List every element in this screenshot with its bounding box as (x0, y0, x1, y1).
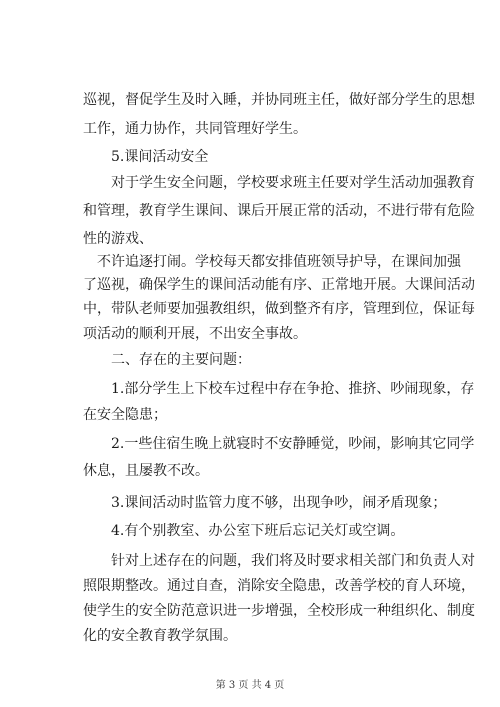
text-line: 性的游戏、 (83, 231, 153, 247)
text-line: 不许追逐打闹。学校每天都安排值班领导护导，在课间加强 (97, 254, 461, 270)
text-line: 工作，通力协作，共同管理好学生。 (83, 121, 307, 137)
text-line: 中，带队老师要加强教组织，做到整齐有序，管理到位，保证每 (83, 301, 475, 317)
page-number-footer: 第 3 页 共 4 页 (215, 680, 285, 691)
text-line: 1.部分学生上下校车过程中存在争抢、推挤、吵闹现象，存 (111, 381, 475, 397)
text-line: 巡视，督促学生及时入睡，并协同班主任，做好部分学生的思想 (83, 92, 475, 108)
text-line: 3.课间活动时监管力度不够，出现争吵，闹矛盾现象； (111, 495, 447, 511)
text-line: 4.有个别教室、办公室下班后忘记关灯或空调。 (111, 523, 405, 539)
text-line: 化的安全教育教学氛围。 (83, 628, 237, 644)
text-line: 使学生的安全防范意识进一步增强，全校形成一种组织化、制度 (83, 603, 475, 619)
section-heading: 5.课间活动安全 (111, 149, 209, 165)
text-line: 在安全隐患； (83, 407, 167, 423)
text-line: 了巡视，确保学生的课间活动能有序、正常地开展。大课间活动 (83, 277, 475, 293)
text-line: 和管理，教育学生课间、课后开展正常的活动，不进行带有危险 (83, 203, 475, 219)
section-heading: 二、存在的主要问题： (111, 352, 251, 368)
text-line: 照限期整改。通过自查，消除安全隐患，改善学校的育人环境， (83, 578, 475, 594)
text-line: 针对上述存在的问题，我们将及时要求相关部门和负责人对 (111, 553, 475, 569)
text-line: 2.一些住宿生晚上就寝时不安静睡觉，吵闹，影响其它同学 (111, 436, 475, 452)
text-line: 项活动的顺利开展，不出安全事故。 (83, 326, 307, 342)
text-line: 对于学生安全问题，学校要求班主任要对学生活动加强教育 (111, 175, 475, 191)
text-line: 休息，且屡教不改。 (83, 463, 209, 479)
